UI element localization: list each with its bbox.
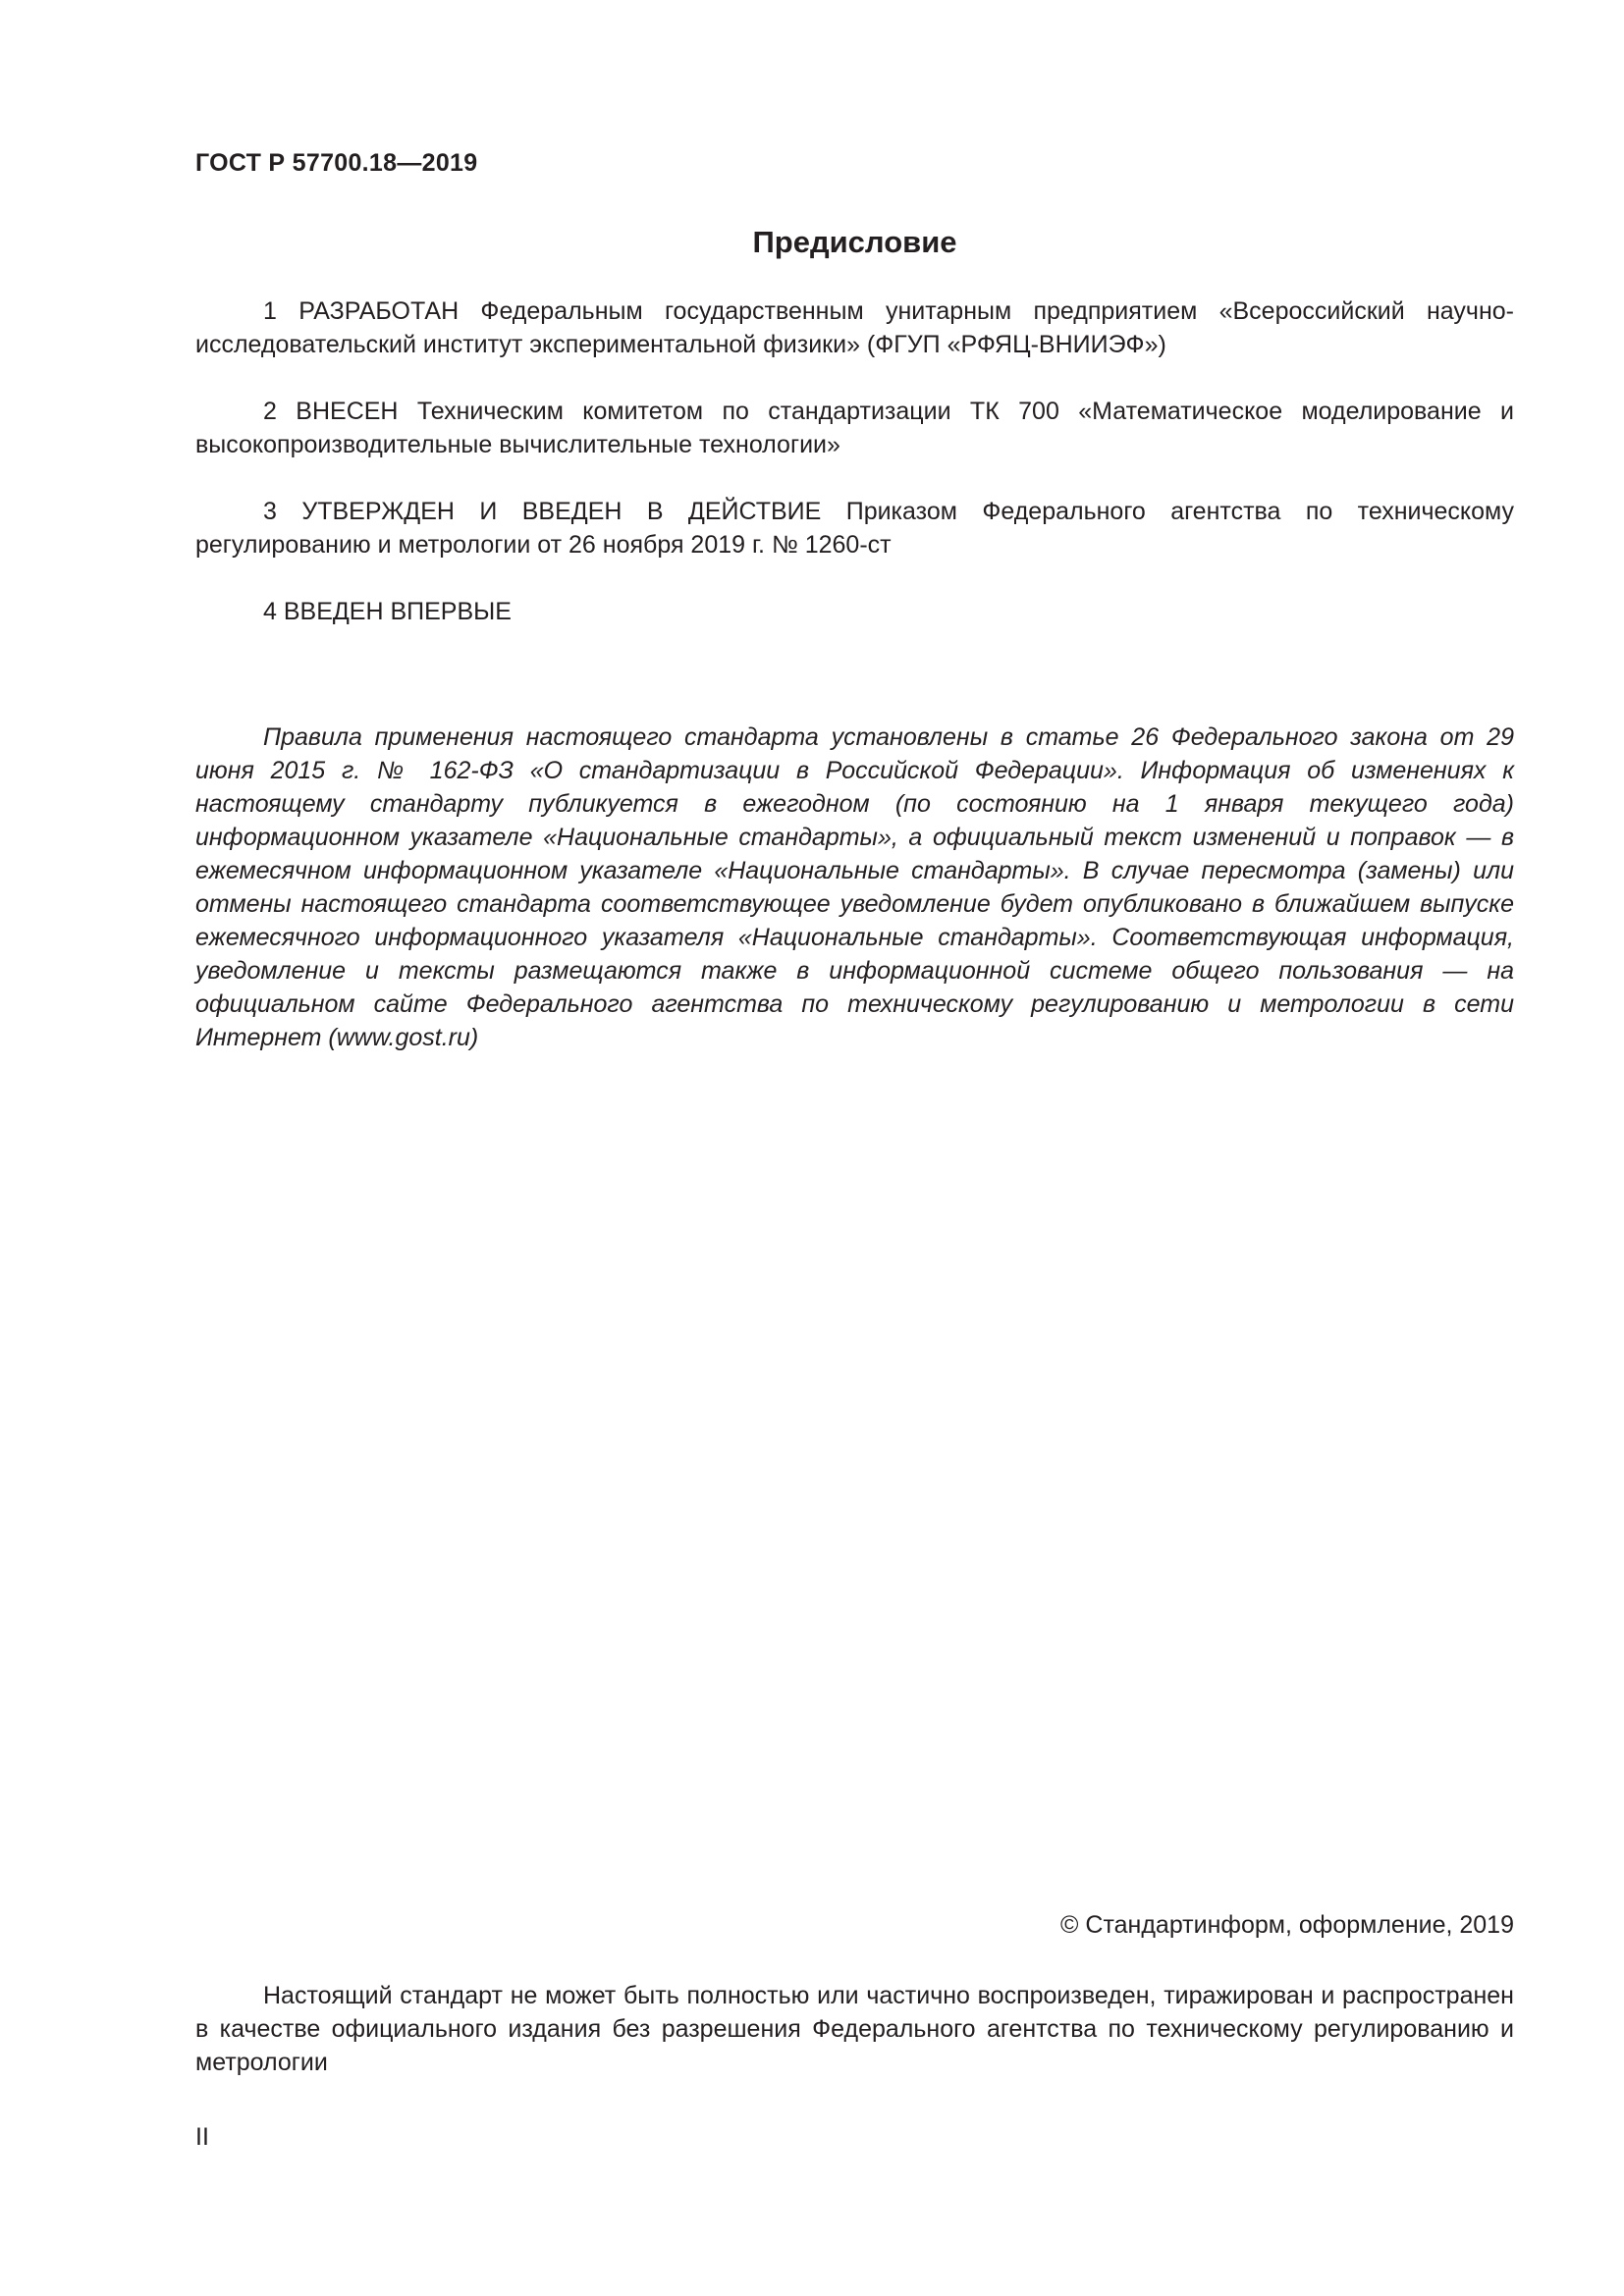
foreword-item-introduced: 2 ВНЕСЕН Техническим комитетом по стандартизации ТК 700 «Математическое моделирование и высокопроизводительные вычислительные технологии» [195, 398, 1514, 458]
copyright-line: © Стандартинформ, оформление, 2019 [1060, 1911, 1514, 1939]
reproduction-rights-notice: Настоящий стандарт не может быть полностью или частично воспроизведен, тиражирован и распространен в качестве официального издания без разрешения Федерального агентства по техническому регулированию и метрологии [195, 1982, 1514, 2076]
application-rules-notice: Правила применения настоящего стандарта установлены в статье 26 Федерального закона от 29 июня 2015 г. № 162-ФЗ «О стандартизации в Российской Федерации». Информация об изменениях к настоящему стандарту публикуется в ежегодном (по состоянию на 1 января текущего года) информационном указателе «Национальные стандарты», а официальный текст изменений и поправок — в ежемесячном информационном указателе «Национальные стандарты». В случае пересмотра (замены) или отмены настоящего стандарта соответствующее уведомление будет опубликовано в ближайшем выпуске ежемесячного информационного указателя «Национальные стандарты». Соответствующая информация, уведомление и тексты размещаются также в информационной системе общего пользования — на официальном сайте Федерального агентства по техническому регулированию и метрологии в сети Интернет (www.gost.ru) [195, 723, 1514, 1051]
foreword-items [195, 294, 1514, 662]
page-title: Предисловие [752, 225, 957, 259]
foreword-item-approved: 3 УТВЕРЖДЕН И ВВЕДЕН В ДЕЙСТВИЕ Приказом Федерального агентства по техническому регулированию и метрологии от 26 ноября 2019 г. № 1260-ст [195, 498, 1514, 559]
foreword-item-developed: 1 РАЗРАБОТАН Федеральным государственным унитарным предприятием «Всероссийский научно-исследовательский институт экспериментальной физики» (ФГУП «РФЯЦ-ВНИИЭФ») [195, 297, 1514, 358]
standard-code: ГОСТ Р 57700.18—2019 [195, 149, 478, 177]
page-number: II [195, 2123, 209, 2151]
foreword-item-first-introduced: 4 ВВЕДЕН ВПЕРВЫЕ [263, 598, 512, 625]
